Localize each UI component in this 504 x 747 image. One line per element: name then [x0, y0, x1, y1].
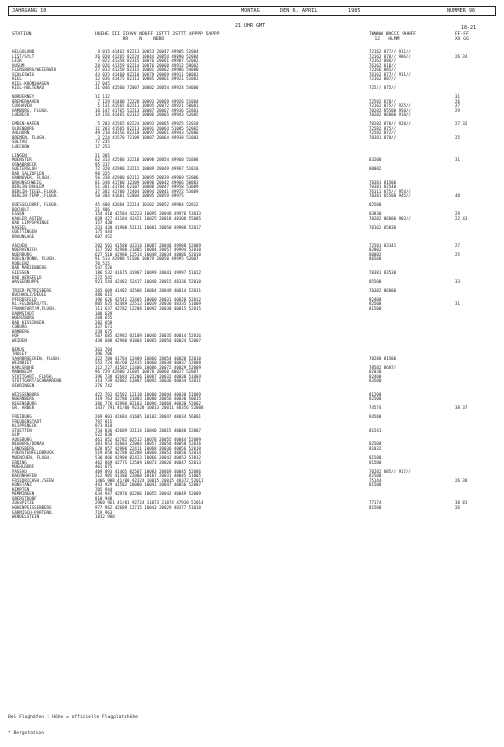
observation-codes: 28 026 41359 82214 10076 20068 49912 58002: [95, 62, 199, 68]
station-name: GARMISCH-PARTENK.: [12, 509, 54, 515]
observation-codes: 45 400 42684 22214 10102 20052 49984 52012: [95, 202, 199, 208]
station-name: DARMSTADT: [12, 310, 35, 316]
station-name: HANNOVER, FLUGH.: [12, 175, 52, 181]
synop-groups: 74574: [369, 405, 382, 411]
observation-codes: 438 688 42980 81804 10065 20050 40024 52007: [95, 337, 201, 343]
station-name: HAMBURG, FLUGH.: [12, 107, 49, 113]
station-name: KOELN/BONN, FLUGH.: [12, 256, 57, 262]
observation-codes: 363 704: [95, 346, 113, 352]
synop-groups: 83500: [369, 378, 382, 384]
observation-codes: 839 427 41184 42421 10025 20018 48308 55005: [95, 215, 201, 221]
wind-gusts: 31: [455, 157, 460, 163]
station-name: NOERVENICH: [12, 247, 37, 253]
station-name: NORDERNEY: [12, 94, 35, 100]
table-row: [8, 86, 496, 91]
station-table: [8, 50, 496, 520]
table-row: [8, 515, 496, 520]
station-name: KAHLER ASTEN: [12, 215, 42, 221]
observation-codes: 1437 791 41/00 92328 10013 20011 48356 52008: [95, 405, 204, 411]
observation-codes: 98 325: [95, 170, 110, 176]
synop-groups: 84500: [369, 414, 382, 420]
observation-codes: 312 905 41380 22008 10107 20031 40045 51005: [95, 473, 201, 479]
station-name: MANNHEIM: [12, 369, 32, 375]
station-name: WEISSENBURG: [12, 391, 40, 397]
station-name: GR. ARBER: [12, 405, 35, 411]
station-name: WUERZBURG: [12, 315, 35, 321]
wind-gusts: 26: [455, 98, 460, 104]
station-name: FREUDENSTADT: [12, 418, 42, 424]
synop-groups: 82400: [369, 296, 382, 302]
synop-groups: 70282 85500 950//: [369, 107, 411, 113]
observation-codes: 117 502 42980 21805 10084 20057 49994 52010: [95, 247, 201, 253]
table-row: [8, 406, 496, 411]
observation-codes: 396 626 42541 22405 10060 20031 40020 52012: [95, 296, 201, 302]
station-name: FRIEDRICHSH./SEEW: [12, 477, 54, 483]
observation-codes: 719 963: [95, 509, 113, 515]
observation-codes: 4 015 41462 82213 10053 20047 49905 52004: [95, 49, 199, 54]
observation-codes: 77 235: [95, 139, 110, 145]
station-name: KIEL-HOLTENAU: [12, 85, 45, 91]
observation-codes: 627 510 42980 12514 10048 20034 48006 52010: [95, 251, 201, 257]
station-name: BAMBERG: [12, 328, 30, 334]
synop-groups: 70381 878//: [369, 134, 397, 140]
observation-codes: 12 036 41475 82113 10085 20061 49921 51001: [95, 76, 199, 82]
synop-groups: 72582 872//: [369, 130, 397, 136]
observation-codes: 7 129 41480 72220 10093 20069 49926 51004: [95, 98, 199, 104]
observation-codes: 5 131 41565 82211 10095 20072 49921 50001: [95, 103, 199, 109]
observation-codes: 1832 980: [95, 514, 115, 520]
observation-codes: 51 381 41784 62307 10088 20047 49958 53009: [95, 184, 199, 190]
weather-report-page: [8, 6, 496, 737]
observation-codes: 973 818: [95, 423, 113, 429]
observation-codes: 231 438 41980 52111 10081 20050 49988 52017: [95, 224, 201, 230]
observation-codes: 62 313 42580 32210 10098 20054 49968 51008: [95, 157, 199, 163]
station-name: OSNABRUECK: [12, 161, 37, 167]
station-name: BRAUNLAGE: [12, 233, 35, 239]
station-name: FRANKFURT/M,FLUGH.: [12, 306, 57, 312]
observation-codes: 567 685 42982 02109 10046 20035 40014 52016: [95, 333, 201, 339]
wind-gusts: 29: [455, 211, 460, 217]
observation-codes: 810 948: [95, 495, 113, 501]
code-column-header: HOEHE III IIHVV NDDFF 1STTT 2STTT 4PPPP 5APPP RR N NDDD: [95, 32, 220, 42]
synop-groups: 81200: [369, 391, 382, 397]
observation-time: 21 UHR GMT: [235, 23, 266, 29]
station-name: OEHRINGEN: [12, 382, 35, 388]
station-name: KIEL-KRONSHAGEN: [12, 80, 49, 86]
observation-codes: 480 615: [95, 292, 113, 298]
station-name: KASSEL: [12, 224, 27, 230]
wind-gusts: 31: [455, 301, 460, 307]
wind-gusts: 26: [455, 505, 460, 510]
observation-codes: 977 962 42689 12715 10043 20029 48377 51010: [95, 505, 201, 510]
table-row: [8, 235, 496, 240]
station-name: LIST/SYLT: [12, 53, 35, 59]
station-name: FREIBURG: [12, 414, 32, 420]
synop-groups: 82500: [369, 473, 382, 479]
observation-codes: 797 815: [95, 418, 113, 424]
station-name: STUTTGART/SCHNARRENB: [12, 378, 62, 384]
wind-gusts: 38 37: [455, 405, 468, 411]
observation-codes: 96 729 42980 21605 10078 20060 40027 52007: [95, 369, 199, 375]
observation-codes: 519 858 42780 02208 10060 20052 40050 52014: [95, 450, 201, 456]
station-name: KOBLENZ: [12, 260, 30, 266]
station-name: AUGSBURG: [12, 436, 32, 442]
station-name: BAD SALZUFLEN: [12, 170, 45, 176]
synop-groups: 82400: [369, 373, 382, 379]
station-name: KONSTANZ: [12, 482, 32, 488]
observation-codes: 401 875: [95, 464, 113, 470]
station-name: BAD LIPPSPRINGE: [12, 220, 49, 226]
synop-groups: 80002: [369, 166, 382, 172]
station-name: BAD HERSFELD: [12, 274, 42, 280]
station-name: BOCHOLT: [12, 206, 30, 212]
synop-groups: 70280 81500: [369, 355, 397, 361]
synop-groups: 72166 885//: [369, 67, 397, 73]
station-name: BERLIN-TEMP.,FLUGH.: [12, 193, 59, 199]
station-name: SAARBRUECKEN, FLUGH.: [12, 355, 62, 361]
observation-codes: 461 852 42782 02512 10078 20055 40044 52009: [95, 436, 201, 442]
wind-gusts: 27 32: [455, 121, 468, 127]
observation-codes: 5 203 41565 82224 10093 20065 49925 52010: [95, 121, 199, 127]
synop-groups: 82500: [369, 396, 382, 402]
station-name: MUENCHEN, FLUGH.: [12, 454, 52, 460]
observation-codes: 239 675: [95, 328, 113, 334]
station-name: BERLIN-TEGEL,FLUGH.: [12, 188, 59, 194]
observation-codes: 337 671: [95, 324, 113, 330]
station-name: COBURG: [12, 324, 27, 330]
station-name: GOETTINGEN: [12, 229, 37, 235]
station-name: HOF: [12, 333, 20, 339]
synop-groups: 81500: [369, 306, 382, 312]
observation-codes: 112 727 41582 12406 10086 20072 40029 52009: [95, 364, 201, 370]
footer-note-airports: Bei Flughäfen : Höhe = offizielle Flugplatzhöhe: [8, 714, 138, 720]
station-name: ULM: [12, 432, 20, 438]
synop-groups: 81032: [369, 445, 382, 451]
station-name: HELGOLAND: [12, 49, 35, 54]
observation-codes: 634 947 42970 02206 10055 20042 40049 52009: [95, 491, 201, 497]
observation-codes: 37 382 41780 72404 10094 20041 49972 53009: [95, 188, 199, 194]
station-name: LUECHOW: [12, 143, 30, 149]
synop-groups: 81500: [369, 505, 382, 510]
synop-groups: 81500: [369, 459, 382, 465]
synop-groups: 78582 8687/: [369, 364, 397, 370]
observation-codes: 72 320 42980 23212 10089 20049 49967 51010: [95, 166, 199, 172]
date-label: DEN 6. APRIL: [280, 8, 318, 14]
station-name: BAD MARIENBERG: [12, 265, 47, 271]
synop-groups: 72162 875// 925//: [369, 103, 411, 109]
table-row: [8, 145, 496, 150]
station-name: GUETERSLOH: [12, 166, 37, 172]
station-name: TRIER-PETRISBERG: [12, 287, 52, 293]
synop-groups: 72162 887//: [369, 76, 397, 82]
observation-codes: 186 532 41675 41907 10099 20041 49997 51012: [95, 270, 201, 275]
synop-groups: 70381 83530: [369, 270, 397, 275]
synop-groups: 82500: [369, 202, 382, 208]
observation-codes: 16 147 41765 52213 10087 20067 49936 52001: [95, 107, 199, 113]
station-name: KIEL: [12, 76, 22, 82]
synop-groups: 80002: [369, 251, 382, 257]
synop-groups: 70282 878// 920//: [369, 121, 411, 127]
station-name: NUERNBERG: [12, 396, 35, 402]
synop-groups: 82500: [369, 301, 382, 307]
synop-column-header: 7WWWW 8NCCC 9HHFF 12 HLMM: [369, 32, 417, 42]
issue-number: NUMMER 96: [447, 8, 476, 14]
observation-codes: 272 542: [95, 274, 113, 280]
observation-codes: 202 501 41580 42314 10087 20048 49988 52009: [95, 242, 201, 248]
weekday-label: MONTAG: [241, 8, 260, 14]
observation-codes: 2960 961 41/01 92724 11073 21074 47930 52014: [95, 500, 204, 506]
observation-codes: 396 738 42684 22206 10087 20032 40030 51004: [95, 373, 201, 379]
observation-codes: 3 224 41570 72109 10087 20064 49938 51003: [95, 134, 199, 140]
table-row: [8, 194, 496, 199]
synop-groups: 72162 878// 906//: [369, 53, 411, 59]
station-name: BRAUNSCHWEIG: [12, 179, 42, 185]
synop-groups: 72582 878//: [369, 98, 397, 104]
observation-codes: 154 410 42584 42223 10095 20048 49976 53013: [95, 211, 201, 217]
synop-groups: 70381 81500: [369, 179, 397, 185]
synop-groups: 81500: [369, 482, 382, 488]
station-name: GIESSEN: [12, 270, 30, 275]
observation-codes: 11 112: [95, 94, 110, 100]
observation-codes: 265 609 41482 42506 10064 20049 40014 52011: [95, 287, 201, 293]
wind-gusts: 38 81: [455, 500, 468, 506]
synop-groups: 76111 875// 954//: [369, 188, 411, 194]
observation-codes: 43 035 41460 82210 10079 20069 49911 50001: [95, 71, 199, 77]
synop-groups: 76162 877// 911//: [369, 71, 411, 77]
observation-codes: 26 020 41265 82224 10044 20054 49890 52004: [95, 53, 199, 59]
station-name: AHLHORN: [12, 130, 30, 136]
observation-codes: 522 838: [95, 432, 113, 438]
observation-codes: 322 708 41784 12409 10066 20054 40028 52010: [95, 355, 201, 361]
footer-note-mountain: * Bergstation: [8, 731, 44, 737]
observation-codes: 95 317: [95, 161, 110, 167]
observation-codes: 14 156 41465 62112 10086 20065 49943 52005: [95, 112, 199, 118]
observation-codes: 21 305: [95, 152, 110, 158]
station-name: OLDENBURG: [12, 125, 35, 131]
station-name: STUTTGART, FLUGH.: [12, 373, 54, 379]
station-name: LEIK: [12, 58, 22, 64]
observation-codes: 553 724 46/60 22415 10060 20030 40037 52008: [95, 360, 201, 366]
station-name: HUSUM: [12, 62, 25, 68]
station-name: BREMEN, FLUGH.: [12, 134, 47, 140]
observation-codes: 17 253: [95, 143, 110, 149]
station-name: BAD KISSINGEN: [12, 319, 45, 325]
observation-codes: 530 866 42980 02423 10066 20042 40053 53012: [95, 454, 201, 460]
station-name: ZUGSPITZE: [12, 500, 35, 506]
synop-groups: 82002: [369, 247, 382, 253]
station-name: REGENSBURG: [12, 400, 37, 406]
observation-codes: 705 944: [95, 486, 113, 492]
synop-groups: 725// 875//: [369, 85, 397, 91]
observation-codes: 734 836 42689 32114 10040 20015 40040 52007: [95, 427, 201, 433]
station-name: STOETTEN: [12, 427, 32, 433]
observation-codes: 319 763 42780 21803 10080 20056 40030 50015: [95, 396, 201, 402]
report-header: [8, 6, 496, 16]
station-name: WASSERKUPPE: [12, 279, 40, 285]
observation-codes: 443 929 42582 10000 10041 20047 40056 52007: [95, 482, 201, 488]
station-name: KL.FELDBERG/TS.: [12, 301, 49, 307]
table-row: [8, 280, 496, 285]
observation-codes: 547 526: [95, 265, 113, 271]
station-name: BUCHHOLZ/DEULE: [12, 292, 47, 298]
synop-groups: 72582 875//: [369, 125, 397, 131]
wind-gusts: 27: [455, 103, 460, 109]
synop-groups: 83830: [369, 211, 382, 217]
station-name: PASSAU: [12, 468, 27, 474]
observation-codes: 70 515: [95, 260, 110, 266]
station-name: AACHEN: [12, 242, 27, 248]
observation-codes: 7 022 41358 82315 10076 20061 49907 52002: [95, 58, 199, 64]
station-name: WENDELSTEIN: [12, 514, 40, 520]
observation-codes: 1486 908 41/00 92324 10015 20015 48372 52011: [95, 477, 204, 483]
station-name: BERLIN-DAHLEM: [12, 184, 45, 190]
wind-gusts: 26 38: [455, 477, 468, 483]
wind-gusts: 25: [455, 134, 460, 140]
station-name: NUERBURG: [12, 251, 32, 257]
wind-column-header: FF-FF XX GG: [455, 32, 469, 42]
synop-groups: 86500: [369, 256, 382, 262]
synop-groups: 72162 877// 911//: [369, 49, 411, 54]
synop-groups: 70282 885// 917//: [369, 468, 411, 474]
observation-codes: 50 384 41681 52004 10095 20059 49975: [95, 193, 184, 199]
observation-codes: 422 761 42582 12110 10080 20044 40030 51009: [95, 391, 201, 397]
observation-codes: 366 776 42980 02103 10096 20068 40030 52002: [95, 400, 201, 406]
observation-codes: 21 406: [95, 206, 110, 212]
station-name: HOHENPEISSENBERG: [12, 505, 52, 510]
wind-gusts: 26 34: [455, 53, 468, 59]
synop-groups: 83200: [369, 157, 382, 163]
station-name: WEINBIET: [12, 360, 32, 366]
station-name: BREMERHAVEN: [12, 98, 40, 104]
table-row: [8, 384, 496, 389]
synop-groups: 72581 83341: [369, 242, 397, 248]
wind-gusts: 31: [455, 94, 460, 100]
wind-gusts: 40: [455, 193, 460, 199]
station-name: FUERSTENFELDBRUCK: [12, 450, 54, 456]
station-name: BERUS: [12, 346, 25, 352]
observation-codes: 269 803 42684 41605 10102 20047 40034 56001: [95, 414, 201, 420]
synop-groups: 75144: [369, 477, 382, 483]
station-name: KLIPPENECK: [12, 423, 37, 429]
synop-groups: 72162 886//: [369, 58, 397, 64]
observation-codes: 381 853 42684 22004 10057 20050 40050 52016: [95, 441, 201, 447]
observation-codes: 91 513 42988 51506 10079 20050 49995 52007: [95, 256, 199, 262]
wind-gusts: 33: [455, 279, 460, 285]
table-row: [8, 339, 496, 344]
observation-codes: 11 203 41565 82213 10091 20064 51005 52002: [95, 125, 199, 131]
observation-codes: 175 444: [95, 229, 113, 235]
station-name: LUEBECK: [12, 112, 30, 118]
station-name: ERDING: [12, 459, 27, 465]
observation-codes: 628 857 42980 22411 10068 20036 40056 52010: [95, 445, 201, 451]
station-name: NEUBURG/DONAU: [12, 441, 45, 447]
synop-groups: 76162 818//: [369, 62, 397, 68]
wind-gusts: 22 43: [455, 215, 468, 221]
observation-codes: 17 045: [95, 80, 110, 86]
station-name: MUEHLDORF: [12, 464, 35, 470]
station-name: WEIDEN: [12, 337, 27, 343]
observation-codes: 396 706: [95, 351, 113, 357]
synop-groups: 70282 86800 903//: [369, 215, 411, 221]
observation-codes: 157 430: [95, 220, 113, 226]
synop-groups: 85500: [369, 279, 382, 285]
wind-gusts: 27: [455, 242, 460, 248]
station-name: DUESSELDORF, FLUGH.: [12, 202, 59, 208]
station-name: THOLEY: [12, 351, 27, 357]
synop-groups: 70282 86800 918//: [369, 112, 411, 118]
synop-groups: 82030: [369, 369, 382, 375]
station-name: MEMMINGEN: [12, 491, 35, 497]
observation-codes: 56 338 42980 02212 10095 20039 49969 52006: [95, 175, 199, 181]
station-name: ESSEN: [12, 211, 25, 217]
table-row: [8, 113, 496, 118]
station-name: CUXHAVEN: [12, 103, 32, 109]
synop-groups: 82500: [369, 441, 382, 447]
observation-codes: 31 046 42560 72007 10082 20054 49924 54000: [95, 85, 199, 91]
synop-groups: 70162 85030: [369, 224, 397, 230]
synop-groups: 70382 86800: [369, 287, 397, 293]
station-name: SOLTAU: [12, 139, 27, 145]
observation-codes: 409 893 41465 82507 10083 20069 40045 52006: [95, 468, 201, 474]
wind-gusts: 25: [455, 251, 460, 257]
observation-codes: 282 658: [95, 319, 113, 325]
station-name: SCHLESWIG: [12, 71, 35, 77]
station-column-header: STATION: [12, 32, 32, 37]
observation-codes: 276 742: [95, 382, 113, 388]
volume-label: JAHRGANG 10: [12, 8, 47, 14]
station-name: PFERDSFELD: [12, 296, 37, 302]
station-name: KARLSRUHE: [12, 364, 35, 370]
station-name: EMDEN-HAFEN: [12, 121, 40, 127]
observation-codes: 49 218 44156 82210 10097 20061 49943 52006: [95, 130, 199, 136]
station-name: LANDSBERG: [12, 445, 35, 451]
synop-groups: 77174: [369, 500, 382, 506]
station-name: KEMPTEN: [12, 486, 30, 492]
time-range: 18-21: [460, 25, 476, 31]
observation-codes: 108 639: [95, 310, 113, 316]
station-name: LINGEN: [12, 152, 27, 158]
observation-codes: 921 544 42482 52417 10040 20015 48336 52010: [95, 279, 201, 285]
station-name: FLENSBURG/WEIERWIK: [12, 67, 57, 73]
observation-codes: 462 869 42775 12509 10073 20026 40047 52013: [95, 459, 201, 465]
observation-codes: 81 348 41780 12309 10090 20042 49966 50003: [95, 179, 199, 185]
observation-codes: 268 655: [95, 315, 113, 321]
synop-groups: 81541: [369, 427, 382, 433]
observation-codes: 111 637 42782 12208 10092 20038 40015 52015: [95, 306, 201, 312]
synop-groups: 81500: [369, 454, 382, 460]
observation-codes: 805 635 42489 22513 10039 20030 48335 51009: [95, 301, 201, 307]
station-name: MUENSTER: [12, 157, 32, 163]
station-name: OBERSTDORF: [12, 495, 37, 501]
observation-codes: 27 033 41258 82315 10081 20062 49906 54000: [95, 67, 199, 73]
synop-groups: 70381 82540: [369, 184, 397, 190]
year-label: 1985: [348, 8, 361, 14]
wind-gusts: 29: [455, 107, 460, 113]
observation-codes: 607 452: [95, 233, 113, 239]
observation-codes: 314 739 42682 12807 10092 20036 40034 52011: [95, 378, 201, 384]
synop-groups: 70381 85500 945//: [369, 193, 411, 199]
station-name: BAERNHAFEN: [12, 473, 37, 479]
